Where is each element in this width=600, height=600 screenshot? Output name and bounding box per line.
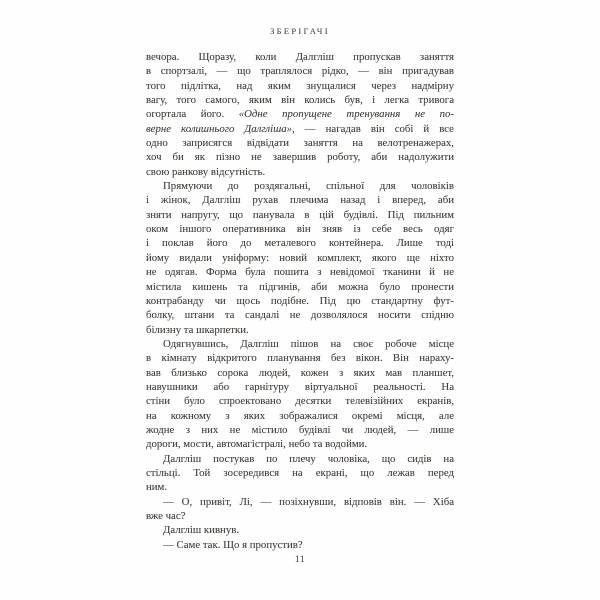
text-line bbox=[146, 193, 454, 207]
text-segment: навушники або гарнітуру віртуальної реальності. На bbox=[146, 380, 454, 393]
text-segment: стіни було спроектовано десятки телевізійних екранів, bbox=[146, 395, 454, 408]
text-line bbox=[146, 165, 454, 179]
running-head: ЗБЕРІГАЧІ bbox=[270, 26, 330, 36]
italic-text-segment: «Одне пропущене тренування не по- bbox=[238, 108, 454, 121]
text-segment: містила кишень та підгинів, аби можна було пронести bbox=[146, 280, 454, 293]
text-line bbox=[146, 466, 454, 480]
text-line bbox=[146, 437, 454, 451]
text-line bbox=[146, 480, 454, 494]
text-line bbox=[146, 107, 454, 121]
text-line bbox=[146, 351, 454, 365]
text-line bbox=[146, 50, 454, 64]
text-segment: стільці. Той зосередився на екрані, що лежав перед bbox=[146, 466, 454, 479]
text-segment: свою ранкову відсутність. bbox=[146, 165, 266, 178]
text-segment: болку, штани та сандалі не дозволялося носити спідню bbox=[146, 309, 454, 322]
text-segment: в кімнату відкритого планування без вікон. Він нараху- bbox=[146, 352, 454, 365]
text-segment: і жінок, Далгліш рухав плечима назад і вперед, аби bbox=[146, 194, 454, 207]
text-line bbox=[146, 222, 454, 236]
text-line bbox=[146, 380, 454, 394]
text-segment: хоч би як пізно не завершив роботу, аби надолужити bbox=[146, 151, 454, 164]
text-line bbox=[146, 179, 454, 193]
text-segment: на кожному з яких зображалися окремі місця, але bbox=[146, 409, 454, 422]
text-segment: білизну та шкарпетки. bbox=[146, 323, 249, 336]
text-line bbox=[146, 64, 454, 78]
page-number: 11 bbox=[294, 555, 306, 565]
text-segment: зняти напругу, що панувала в цій будівлі. Під пильним bbox=[146, 208, 454, 221]
text-segment: вав близько сорока людей, кожен з яких мав планшет, bbox=[146, 366, 454, 379]
text-segment: контрабанду чи щось подібне. Під цю стандартну фут- bbox=[146, 294, 454, 307]
text-line bbox=[146, 366, 454, 380]
text-line bbox=[146, 538, 454, 552]
text-segment: огортала його. bbox=[146, 108, 239, 121]
text-segment: — О, привіт, Лі, — позіхнувши, відповів він. — Хіба bbox=[163, 495, 454, 508]
text-line bbox=[146, 136, 454, 150]
text-line bbox=[146, 452, 454, 466]
text-line bbox=[146, 280, 454, 294]
text-line bbox=[146, 150, 454, 164]
text-segment: — Саме так. Що я пропустив? bbox=[163, 538, 303, 551]
text-segment: того підлітка, над яким знущалися через надмірну bbox=[146, 79, 454, 92]
text-segment: оком іншого оперативника він зняв із себе весь одяг bbox=[146, 223, 454, 236]
text-segment: вагу, того самого, яким він колись був, і легка тривога bbox=[146, 94, 454, 107]
text-line bbox=[146, 509, 454, 523]
text-line bbox=[146, 523, 454, 537]
text-segment: в спортзалі, — що траплялося рідко, — він пригадував bbox=[146, 65, 454, 78]
text-segment: , — нагадав він собі й все bbox=[292, 122, 454, 135]
text-line bbox=[146, 308, 454, 322]
text-segment: Одягнувшись, Далгліш пішов на своє робоче місце bbox=[163, 337, 454, 350]
text-segment: вже час? bbox=[146, 510, 186, 522]
text-segment: Прямуючи до роздягальні, спільної для чоловіків bbox=[163, 180, 454, 193]
text-segment: одно заприсягся відвідати заняття на велотренажерах, bbox=[146, 137, 454, 150]
text-line bbox=[146, 394, 454, 408]
text-segment: жодне з них не містило будівлі чи людей, — лише bbox=[146, 423, 454, 436]
text-line bbox=[146, 79, 454, 93]
text-segment: вечора. Щоразу, коли Далгліш пропускав заняття bbox=[146, 51, 454, 63]
text-block bbox=[146, 50, 454, 552]
text-line bbox=[146, 423, 454, 437]
text-segment: не одягав. Форма була пошита з невідомої тканини й не bbox=[146, 266, 454, 279]
text-segment: йому видали уніформу: новий комплект, якого ще ніхто bbox=[146, 251, 454, 264]
text-line bbox=[146, 208, 454, 222]
text-segment: Далгліш кивнув. bbox=[163, 524, 240, 537]
italic-text-segment: верне колишнього Далгліша» bbox=[146, 122, 293, 135]
text-line bbox=[146, 236, 454, 250]
text-segment: ним. bbox=[146, 481, 168, 494]
text-line bbox=[146, 251, 454, 265]
text-line bbox=[146, 93, 454, 107]
text-segment: дороги, мости, автомагістралі, небо та водойми. bbox=[146, 438, 368, 451]
text-line bbox=[146, 495, 454, 509]
text-segment: Далгліш постукав по плечу чоловіка, що сидів на bbox=[163, 452, 454, 465]
text-line bbox=[146, 337, 454, 351]
text-segment: і поклав його до металевого контейнера. Лише тоді bbox=[146, 237, 454, 250]
text-line bbox=[146, 294, 454, 308]
text-line bbox=[146, 323, 454, 337]
text-line bbox=[146, 122, 454, 136]
text-line bbox=[146, 409, 454, 423]
text-line bbox=[146, 265, 454, 279]
